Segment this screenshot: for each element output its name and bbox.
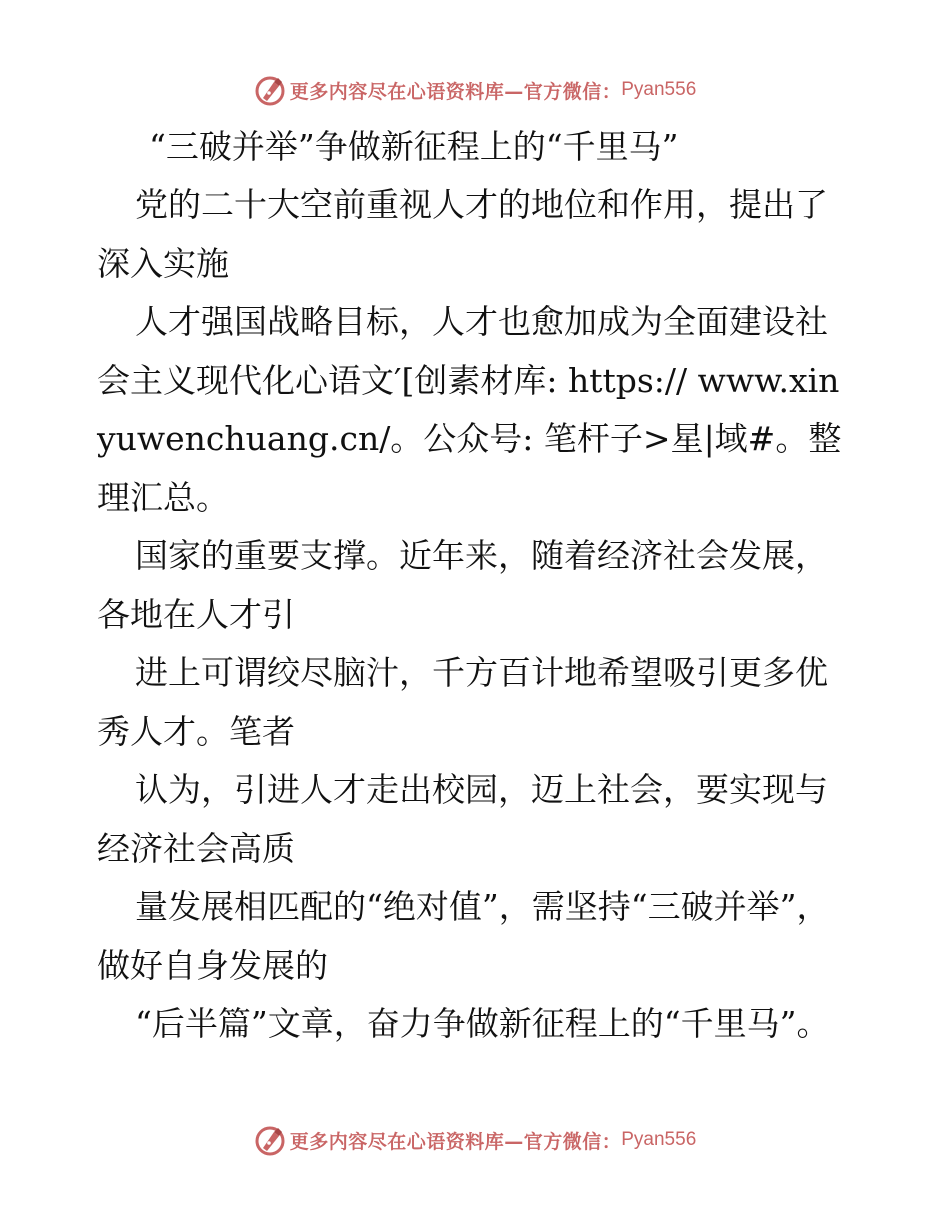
document-title: “三破并举”争做新征程上的“千里马”: [149, 127, 679, 166]
watermark-text: 更多内容尽在心语资料库—官方微信：: [289, 1130, 622, 1153]
paragraph-7: “后半篇”文章，奋力争做新征程上的“千里马”。: [135, 1004, 830, 1043]
paragraph-4: 进上可谓绞尽脑汁，千方百计地希望吸引更多优秀人才。笔者: [97, 653, 828, 751]
pen-nib-logo-icon: [254, 74, 286, 106]
header-watermark: [0, 70, 950, 110]
document-body: [97, 118, 857, 1054]
watermark-wechat-id: Pyan556: [621, 1129, 697, 1150]
pen-nib-logo-icon: [254, 1124, 286, 1156]
paragraph-6: 量发展相匹配的“绝对值”，需坚持“三破并举”，做好自身发展的: [97, 887, 830, 985]
paragraph-5: 认为，引进人才走出校园，迈上社会，要实现与经济社会高质: [97, 770, 828, 868]
footer-watermark: [0, 1120, 950, 1160]
paragraph-3: 国家的重要支撑。近年来，随着经济社会发展，各地在人才引: [97, 536, 828, 634]
watermark-wechat-id: Pyan556: [621, 79, 697, 100]
paragraph-1: 党的二十大空前重视人才的地位和作用，提出了深入实施: [97, 185, 828, 283]
paragraph-2: 人才强国战略目标，人才也愈加成为全面建设社会主义现代化心语文′[创素材库: https:// www.xinyuwenchuang.cn/。公众号: 笔杆子>星|域#。整理汇总。: [97, 302, 842, 517]
watermark-text: 更多内容尽在心语资料库—官方微信：: [289, 80, 622, 103]
